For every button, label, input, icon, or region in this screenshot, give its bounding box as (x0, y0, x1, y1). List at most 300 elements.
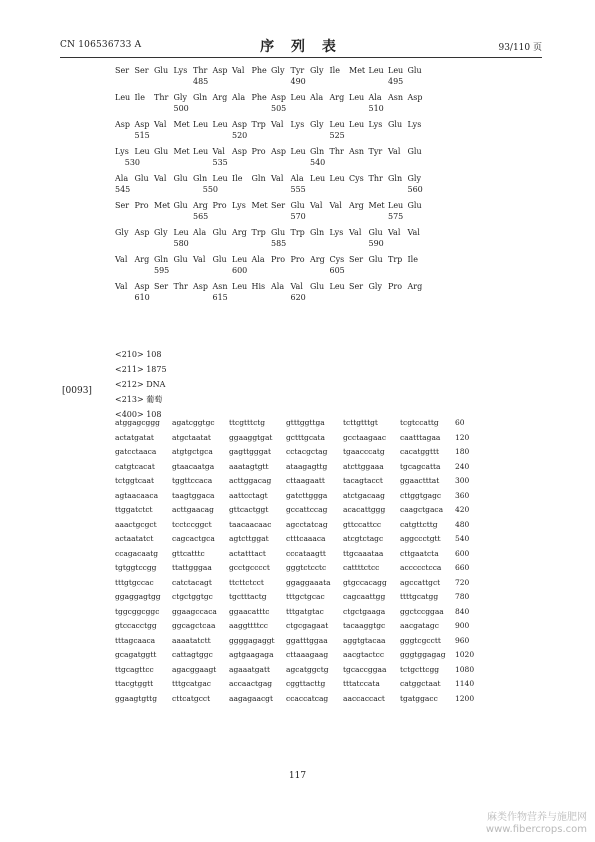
residue: Thr (173, 282, 188, 291)
dna-chunk: ttattgggaa (172, 563, 212, 572)
residue-position: 510 (368, 104, 384, 113)
residue: Leu (173, 228, 189, 237)
dna-chunk: actatttact (229, 548, 266, 558)
residue: Trp (388, 255, 403, 264)
residue: Asp (271, 93, 287, 102)
residue: Val (310, 201, 323, 210)
dna-position: 1020 (455, 650, 475, 659)
residue: Pro (212, 201, 227, 210)
residue: Gly (115, 228, 129, 237)
residue: Gln (154, 255, 169, 264)
dna-chunk: gggtggagag (400, 650, 446, 659)
residue: Tyr (368, 147, 383, 156)
residue: Phe (251, 66, 267, 75)
dna-chunk: ttcttctcct (229, 577, 264, 587)
residue: Thr (193, 66, 208, 75)
residue: Tyr (290, 66, 305, 75)
dna-chunk: tgctttactg (229, 592, 267, 601)
dna-chunk: catgtcacat (115, 461, 155, 471)
residue: Leu (290, 147, 306, 156)
residue-position: 500 (173, 104, 189, 113)
dna-chunk: tgatggacc (400, 693, 438, 703)
dna-chunk: aacgtactcc (343, 650, 385, 659)
residue-position: 620 (290, 293, 306, 302)
residue: Val (407, 228, 420, 237)
residue: Leu (212, 174, 228, 183)
dna-chunk: ctgctgaaga (343, 606, 386, 616)
dna-position: 1200 (455, 693, 475, 703)
dna-chunk: tttgtgccac (115, 577, 154, 587)
residue: Leu (310, 174, 326, 183)
dna-chunk: ataagagttg (286, 461, 328, 471)
dna-chunk: tttgctgcac (286, 592, 325, 601)
residue: Glu (173, 201, 188, 210)
dna-chunk: ggatttggaa (286, 635, 328, 645)
dna-chunk: ccagacaatg (115, 548, 159, 558)
residue: Val (232, 66, 245, 75)
dna-chunk: tggcggcggc (115, 606, 160, 616)
residue: Glu (173, 255, 188, 264)
dna-chunk: cagcactgca (172, 534, 215, 543)
dna-chunk: atcttggaaa (343, 461, 384, 471)
residue-position: 485 (193, 77, 209, 86)
dna-chunk: ggaacatttc (229, 606, 270, 616)
length-line: <211> 1875 (115, 365, 167, 374)
dna-chunk: cttgaatcta (400, 548, 439, 558)
dna-chunk: gtttggttga (286, 418, 325, 427)
dna-chunk: tcctccggct (172, 519, 212, 529)
dna-chunk: gttcatttc (172, 548, 205, 558)
residue: Glu (388, 120, 403, 129)
residue-position: 495 (388, 77, 404, 86)
residue: Leu (388, 201, 404, 210)
dna-chunk: tctgcttcgg (400, 664, 440, 674)
dna-chunk: ttgcaaataa (343, 548, 384, 558)
dna-chunk: gtgccacagg (343, 577, 387, 587)
residue-position: 570 (290, 212, 306, 221)
residue: Leu (115, 93, 131, 102)
residue: Leu (349, 93, 365, 102)
dna-chunk: tctggtcaat (115, 476, 155, 485)
dna-chunk: ttgcagttcc (115, 664, 154, 674)
residue-position: 580 (173, 239, 189, 248)
residue: His (251, 282, 266, 291)
residue: Glu (407, 66, 422, 75)
residue: Val (115, 255, 128, 264)
page-title: 序 列 表 (260, 39, 342, 55)
residue-position: 530 (124, 158, 141, 167)
dna-chunk: ggaggaaata (286, 577, 331, 587)
residue: Lys (329, 228, 344, 237)
dna-chunk: atcgtctagc (343, 534, 384, 543)
residue: Ile (329, 66, 340, 75)
dna-chunk: atgctaatat (172, 432, 211, 442)
dna-chunk: ggaactttat (400, 476, 440, 485)
residue: Gly (407, 174, 421, 183)
residue: Leu (134, 147, 150, 156)
dna-chunk: aaactgcgct (115, 519, 157, 529)
dna-chunk: accccctcca (400, 563, 442, 572)
page-number: 117 (288, 771, 307, 781)
dna-chunk: gatcctaaca (115, 447, 157, 456)
residue: Val (349, 228, 362, 237)
dna-chunk: cttaaagaag (286, 650, 329, 659)
residue: Val (388, 228, 401, 237)
residue-position: 585 (271, 239, 287, 248)
residue: Arg (349, 201, 364, 210)
residue: Lys (368, 120, 383, 129)
residue: Lys (290, 120, 305, 129)
dna-chunk: tttgcatgac (172, 679, 212, 688)
residue-position: 515 (134, 131, 150, 140)
residue: Asp (193, 282, 209, 291)
dna-chunk: acttggacag (229, 476, 272, 485)
dna-chunk: tacaaggtgc (343, 621, 386, 630)
residue: Arg (193, 201, 208, 210)
type-line: <212> DNA (115, 380, 166, 389)
residue-position: 540 (310, 158, 326, 167)
residue: Arg (310, 255, 325, 264)
residue: Cys (349, 174, 364, 183)
residue: Gly (310, 120, 324, 129)
residue: Glu (407, 201, 422, 210)
dna-position: 360 (455, 490, 470, 500)
dna-chunk: ggaaggtgat (229, 432, 273, 442)
dna-position: 60 (455, 418, 465, 427)
residue: Lys (407, 120, 422, 129)
residue: Ala (193, 228, 207, 237)
dna-chunk: caagctgaca (400, 505, 444, 514)
residue-position: 595 (154, 266, 170, 275)
sequence-metadata (115, 347, 167, 422)
residue: Gly (173, 93, 187, 102)
dna-chunk: gtccacctgg (115, 621, 157, 630)
residue: Leu (193, 147, 209, 156)
dna-chunk: atctgacaag (343, 490, 385, 500)
residue: Glu (134, 174, 149, 183)
dna-chunk: gagttgggat (229, 447, 271, 456)
dna-chunk: ggggagaggt (229, 635, 275, 645)
dna-chunk: agcatggctg (286, 664, 329, 674)
dna-chunk: tgcaccggaa (343, 664, 387, 674)
sequence-label-line: <400> 108 (115, 410, 162, 419)
residue: Ala (310, 93, 324, 102)
residue: Ala (115, 174, 129, 183)
residue: Ile (134, 93, 145, 102)
dna-chunk: atggagcggg (115, 418, 160, 427)
dna-position: 180 (455, 447, 470, 456)
seq-id-line: <210> 108 (115, 350, 162, 359)
residue: Leu (329, 120, 345, 129)
dna-chunk: acacattggg (343, 505, 386, 514)
organism-line: <213> 葡萄 (115, 395, 163, 404)
dna-chunk: agcctatcag (286, 519, 328, 529)
residue: Trp (251, 120, 266, 129)
residue: Val (271, 120, 284, 129)
residue: Pro (251, 147, 266, 156)
residue-position: 550 (202, 185, 219, 194)
residue-position: 565 (193, 212, 209, 221)
dna-chunk: cccataagtt (286, 548, 326, 558)
residue-position: 525 (329, 131, 345, 140)
dna-chunk: gggtctcctc (286, 563, 327, 572)
dna-position: 1080 (455, 664, 475, 674)
residue: Gly (310, 66, 324, 75)
residue: Cys (329, 255, 345, 264)
dna-chunk: actaatatct (115, 534, 154, 543)
residue-position: 590 (368, 239, 384, 248)
residue: Gln (388, 174, 403, 183)
residue: Gly (271, 66, 285, 75)
dna-chunk: catctacagt (172, 577, 212, 587)
dna-chunk: cggttacttg (286, 679, 326, 688)
dna-chunk: tttatccata (343, 679, 380, 688)
dna-chunk: agaaatgatt (229, 664, 271, 674)
residue: Gln (251, 174, 266, 183)
residue: Val (290, 282, 303, 291)
residue: Glu (212, 255, 227, 264)
dna-chunk: gcctaagaac (343, 432, 387, 442)
patent-number: CN 106536733 A (60, 40, 142, 50)
residue: Pro (290, 255, 305, 264)
residue: Gly (368, 282, 382, 291)
dna-chunk: aattcctagt (229, 490, 268, 500)
residue: Val (271, 174, 284, 183)
residue: Ser (115, 201, 130, 210)
dna-chunk: gggtcgcctt (400, 635, 441, 645)
residue: Ser (271, 201, 286, 210)
residue: Leu (388, 66, 404, 75)
residue: Pro (134, 201, 149, 210)
dna-chunk: ctttcaaaca (286, 534, 326, 543)
residue: Val (154, 174, 167, 183)
residue: Asp (134, 282, 150, 291)
dna-chunk: cattagtggc (172, 650, 213, 659)
dna-chunk: tgcagcatta (400, 461, 441, 471)
dna-chunk: catggctaat (400, 679, 441, 688)
dna-chunk: tggttccaca (172, 476, 213, 485)
residue: Val (115, 282, 128, 291)
dna-chunk: ggaggagtgg (115, 592, 161, 601)
residue: Glu (310, 282, 325, 291)
residue: Leu (212, 120, 228, 129)
dna-chunk: gatcttggga (286, 490, 328, 500)
residue: Lys (232, 201, 246, 210)
residue: Ala (251, 255, 265, 264)
residue: Ser (349, 282, 364, 291)
residue-position: 505 (271, 104, 287, 113)
dna-chunk: gttcactggt (229, 505, 269, 514)
residue: Val (329, 201, 342, 210)
dna-chunk: actatgatat (115, 432, 154, 442)
residue: Leu (290, 93, 306, 102)
residue: Leu (232, 282, 248, 291)
dna-chunk: agccattgct (400, 577, 441, 587)
residue: Val (154, 120, 167, 129)
dna-chunk: acttgaacag (172, 505, 214, 514)
dna-chunk: aaaatatctt (172, 635, 211, 645)
dna-chunk: ggctccggaa (400, 606, 444, 616)
residue: Arg (212, 93, 228, 102)
residue: Thr (368, 174, 383, 183)
residue: Asp (212, 66, 228, 75)
residue-position: 575 (388, 212, 404, 221)
residue: Thr (329, 147, 344, 156)
residue: Ser (134, 66, 149, 75)
residue-position: 545 (115, 185, 131, 194)
dna-chunk: ttggatctct (115, 505, 153, 514)
dna-position: 300 (455, 476, 470, 485)
residue: Phe (251, 93, 267, 102)
residue: Ala (232, 93, 246, 102)
residue: Met (368, 201, 385, 210)
residue: Ile (232, 174, 243, 183)
dna-chunk: gcagatggtt (115, 650, 157, 659)
residue: Val (388, 147, 401, 156)
residue: Glu (173, 174, 188, 183)
dna-position: 720 (455, 577, 470, 587)
dna-chunk: ccaccatcag (286, 693, 329, 703)
residue-position: 610 (134, 293, 150, 302)
dna-chunk: atgtgctgca (172, 447, 213, 456)
dna-chunk: ttcgtttctg (229, 418, 266, 427)
dna-position: 840 (455, 606, 470, 616)
header-divider (60, 57, 542, 58)
dna-chunk: ctgcgagaat (286, 621, 329, 630)
residue-position: 535 (212, 158, 228, 167)
residue: Met (349, 66, 366, 75)
dna-chunk: tgtggtccgg (115, 563, 157, 572)
dna-chunk: taacaacaac (229, 519, 272, 529)
residue-position: 555 (290, 185, 306, 194)
dna-chunk: agatcggtgc (172, 418, 215, 427)
residue: Lys (115, 147, 129, 156)
residue: Arg (407, 282, 423, 291)
residue: Leu (193, 120, 209, 129)
dna-position: 900 (455, 621, 470, 630)
residue: Asp (407, 93, 423, 102)
dna-chunk: cttaagaatt (286, 476, 325, 485)
residue: Leu (329, 174, 345, 183)
residue-position: 605 (329, 266, 345, 275)
residue: Met (173, 147, 190, 156)
residue: Leu (368, 66, 384, 75)
dna-chunk: caatttagaa (400, 432, 441, 442)
dna-chunk: tcttgtttgt (343, 418, 378, 427)
dna-chunk: tgaacccatg (343, 447, 385, 456)
residue: Gln (310, 228, 325, 237)
dna-chunk: agtaacaaca (115, 490, 159, 500)
residue: Arg (134, 255, 150, 264)
dna-chunk: tcgtccattg (400, 418, 439, 427)
dna-chunk: cattttctcc (343, 563, 380, 572)
dna-position: 420 (455, 505, 470, 514)
dna-chunk: cctacgctag (286, 447, 328, 456)
residue: Arg (329, 93, 345, 102)
watermark-url: www.fibercrops.com (485, 824, 587, 835)
residue: Ala (290, 174, 304, 183)
residue: Asp (271, 147, 287, 156)
residue-position: 560 (407, 185, 423, 194)
residue: Asp (134, 228, 150, 237)
page-count: 93/110 页 (498, 43, 542, 53)
residue: Ile (407, 255, 418, 264)
residue: Thr (154, 93, 169, 102)
dna-chunk: aggtgtacaa (343, 635, 386, 645)
dna-chunk: agacggaagt (172, 664, 217, 674)
residue: Trp (251, 228, 266, 237)
dna-chunk: cttggtgagc (400, 490, 442, 500)
dna-chunk: agtcttggat (229, 534, 269, 543)
dna-chunk: catgttcttg (400, 519, 438, 529)
dna-chunk: aaatagtgtt (229, 461, 269, 471)
residue: Glu (154, 147, 169, 156)
residue: Val (212, 147, 225, 156)
dna-position: 660 (455, 563, 470, 572)
residue-position: 615 (212, 293, 228, 302)
dna-chunk: ttacgtggtt (115, 679, 154, 688)
residue: Pro (388, 282, 403, 291)
dna-chunk: cagcaattgg (343, 592, 386, 601)
residue: Asp (115, 120, 131, 129)
dna-position: 960 (455, 635, 470, 645)
dna-chunk: ggaagtgttg (115, 693, 157, 703)
dna-chunk: agtgaagaga (229, 650, 274, 659)
residue: Asp (134, 120, 150, 129)
residue-position: 490 (290, 77, 306, 86)
residue: Met (173, 120, 190, 129)
residue: Gln (193, 93, 208, 102)
watermark-text: 麻类作物营养与施肥网 (487, 812, 587, 823)
residue: Ser (154, 282, 169, 291)
residue: Ser (349, 255, 364, 264)
residue: Gln (193, 174, 208, 183)
dna-chunk: cttcatgcct (172, 693, 211, 703)
residue: Asn (388, 93, 404, 102)
residue: Asn (212, 282, 228, 291)
dna-chunk: gccattccag (286, 505, 328, 514)
dna-chunk: ggaagccaca (172, 606, 217, 616)
residue: Glu (154, 66, 169, 75)
dna-chunk: gctttgcata (286, 432, 326, 442)
residue: Trp (290, 228, 305, 237)
residue: Ala (368, 93, 382, 102)
dna-position: 540 (455, 534, 470, 543)
residue: Glu (212, 228, 227, 237)
residue: Val (193, 255, 206, 264)
dna-position: 480 (455, 519, 470, 529)
dna-chunk: aaccaccact (343, 693, 385, 703)
residue: Met (251, 201, 268, 210)
residue: Glu (290, 201, 305, 210)
dna-position: 780 (455, 592, 470, 601)
dna-position: 240 (455, 461, 470, 471)
dna-chunk: gtaacaatga (172, 461, 215, 471)
dna-chunk: ctgctggtgc (172, 592, 213, 601)
paragraph-label: [0093] (62, 386, 92, 396)
residue: Leu (232, 255, 248, 264)
residue: Asp (232, 120, 248, 129)
dna-position: 120 (455, 432, 470, 442)
residue: Gln (310, 147, 325, 156)
residue: Glu (368, 255, 383, 264)
dna-chunk: ttttgcatgg (400, 592, 439, 601)
dna-chunk: ggcagctcaa (172, 621, 216, 630)
residue: Asp (232, 147, 248, 156)
dna-chunk: tacagtacct (343, 476, 383, 485)
residue: Pro (271, 255, 286, 264)
residue: Arg (232, 228, 247, 237)
